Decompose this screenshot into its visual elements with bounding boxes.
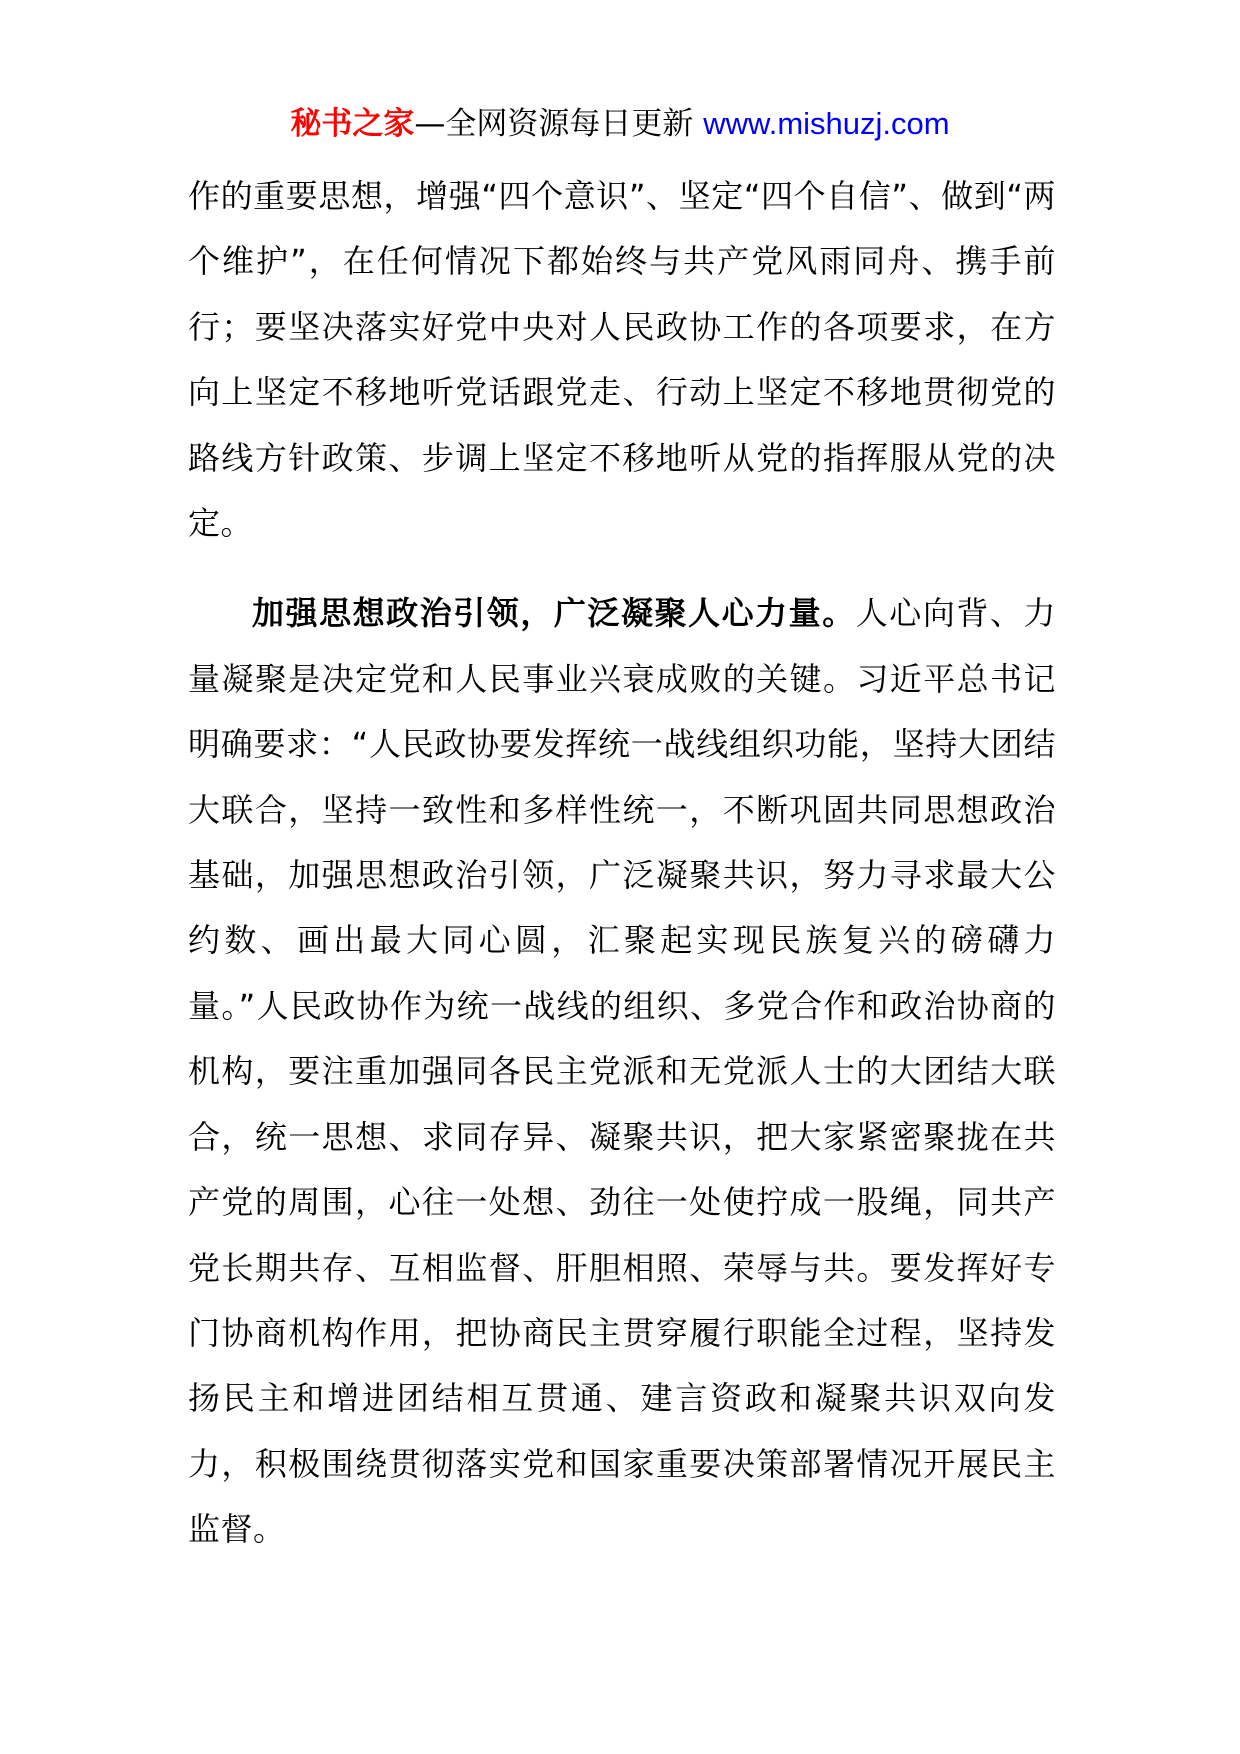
- paragraph-text: 人心向背、力量凝聚是决定党和人民事业兴衰成败的关键。习近平总书记明确要求：“人民政协要发挥统一战线组织功能，坚持大团结大联合，坚持一致性和多样性统一，不断巩固共同思想政治基础，加强思想政治引领，广泛凝聚共识，努力寻求最大公约数、画出最大同心圆，汇聚起实现民族复兴的磅礴力量。”人民政协作为统一战线的组织、多党合作和政治协商的机构，要注重加强同各民主党派和无党派人士的大团结大联合，统一思想、求同存异、凝聚共识，把大家紧密聚拢在共产党的周围，心往一处想、劲往一处使拧成一股绳，同共产党长期共存、互相监督、肝胆相照、荣辱与共。要发挥好专门协商机构作用，把协商民主贯穿履行职能全过程，坚持发扬民主和增进团结相互贯通、建言资政和凝聚共识双向发力，积极围绕贯彻落实党和国家重要决策部署情况开展民主监督。: [188, 594, 1056, 1549]
- paragraph-thought-guidance: [188, 581, 1056, 1562]
- header-tagline: —全网资源每日更新: [414, 106, 704, 142]
- paragraph-lead-heading: 加强思想政治引领，广泛凝聚人心力量。: [252, 594, 856, 633]
- brand-name: 秘书之家: [290, 106, 415, 142]
- article-body: [188, 164, 1056, 1563]
- paragraph-text: 作的重要思想，增强“四个意识”、坚定“四个自信”、做到“两个维护”，在任何情况下都始终与共产党风雨同舟、携手前行；要坚决落实好党中央对人民政协工作的各项要求，在方向上坚定不移地听党话跟党走、行动上坚定不移地贯彻党的路线方针政策、步调上坚定不移地听从党的指挥服从党的决定。: [188, 177, 1056, 543]
- page-header: [0, 104, 1240, 144]
- site-url-link[interactable]: www.mishuzj.com: [703, 106, 950, 141]
- paragraph-continued: [188, 164, 1056, 556]
